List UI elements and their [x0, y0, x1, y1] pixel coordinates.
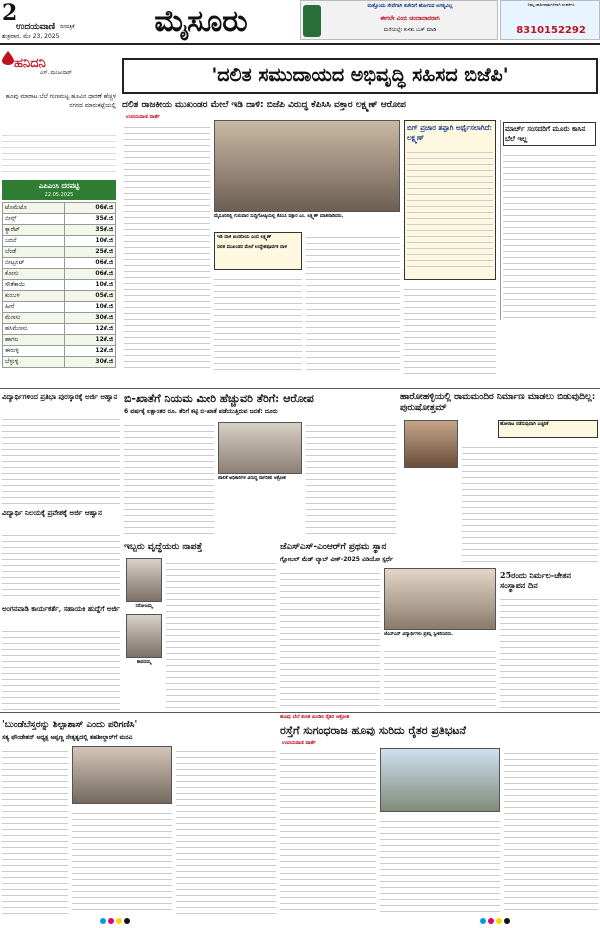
right-story-1-headline: ಬಿಗ್ ಪ್ರಚಾರ ತಪ್ಪಾಗಿ ಅರ್ಥೈಸಲಾಗಿದೆ: ಲಕ್ಷ್ಮಣ್ [407, 123, 493, 142]
rate-value: 10ಕೆ.ಜಿ [65, 302, 116, 313]
bottom-right-body-3 [504, 748, 598, 914]
rate-row [3, 269, 116, 280]
hostel-headline: ವಿದ್ಯಾರ್ಥಿ ನಿಲಯಕ್ಕೆ ಪ್ರವೇಶಕ್ಕೆ ಅರ್ಜಿ ಆಹ್ವಾನ [2, 508, 102, 517]
jss-photo [384, 568, 496, 630]
temple-photo [404, 420, 458, 468]
rate-value: 12ಕೆ.ಜಿ [65, 346, 116, 357]
rate-value: 06ಕೆ.ಜಿ [65, 269, 116, 280]
rate-value: 25ಕೆ.ಜಿ [65, 247, 116, 258]
students-body [2, 414, 120, 504]
rate-row [3, 302, 116, 313]
rate-value: 30ಕೆ.ಜಿ [65, 357, 116, 368]
brand-name: ಉದಯವಾಣಿ [16, 22, 56, 32]
rate-item: ಹೀರೆ [3, 302, 65, 313]
jss-body-2 [384, 646, 496, 708]
rate-value: 05ಕೆ.ಜಿ [65, 291, 116, 302]
bottom-left-body-1 [2, 746, 68, 914]
main-byline: ಉದಯವಾಣಿ ವಾರ್ತೆ [126, 114, 160, 120]
bottom-left-photo [72, 746, 172, 804]
jss-body [280, 568, 380, 708]
rate-row [3, 214, 116, 225]
rate-row [3, 258, 116, 269]
main-headline: 'ದಲಿತ ಸಮುದಾಯದ ಅಭಿವೃದ್ಧಿ ಸಹಿಸದ ಬಿಜೆಪಿ' [122, 58, 598, 94]
rate-item: ಮೆಣಸು [3, 313, 65, 324]
page-number: 2 [2, 0, 18, 26]
ad-phone-number: 8310152292 [516, 25, 586, 36]
ad-banner-1[interactable] [300, 0, 498, 40]
rate-item: ಬೀಟ್ರೂಟ್ [3, 258, 65, 269]
missing-cap-2: ಶಾರದಮ್ಮ [136, 660, 152, 665]
temple-headline: ಹಾರೋಹಳ್ಳಿಯಲ್ಲಿ ರಾಮಮಂದಿರ ನಿರ್ಮಾಣ ಮಾಡಲು ಬಿಡುವುದಿಲ್ಲ: ಪುರುಷೋತ್ತಮ್ [400, 392, 596, 413]
rate-item: ಕುಂಬಳ [3, 291, 65, 302]
rate-row [3, 247, 116, 258]
rate-row [3, 203, 116, 214]
main-body-col2 [214, 274, 302, 374]
jss-headline: ಜೆಎಸ್‌ಎಸ್-ಎಂಆರ್‌ಗೆ ಪ್ರಥಮ ಸ್ಥಾನ [280, 542, 387, 552]
edition-city: ಮೈಸೂರು [154, 4, 248, 39]
rate-item: ಕೋಸು [3, 269, 65, 280]
ad-banner-2[interactable] [500, 0, 600, 40]
bottom-left-body-2 [72, 808, 172, 914]
rate-value: 10ಕೆ.ಜಿ [65, 280, 116, 291]
rate-item: ಹಸಿಮೆಣಸು [3, 324, 65, 335]
right-story-2-body [503, 150, 596, 320]
side-box-item-1: ಇಡಿ ದಾಳಿ ಖಂಡನೀಯ ಎಂದ ಲಕ್ಷ್ಮಣ್ [217, 235, 272, 240]
bkhata-subhead: 6 ವರ್ಷಕ್ಕೆ ಲಕ್ಷಾಂತರ ರೂ. ತೆರಿಗೆ ಕಟ್ಟಿ ಬಿ-ಖಾತೆ ಪಡೆಯುತ್ತಿರುವ ಜನತೆ: ದೂರು [124, 408, 278, 415]
missing-photo-1 [126, 558, 162, 602]
main-side-box [214, 232, 302, 270]
rate-row [3, 346, 116, 357]
header-rule [0, 43, 600, 45]
main-body-col1 [124, 122, 210, 372]
rate-item: ಬೀನ್ಸ್ [3, 214, 65, 225]
right-story-1-body [407, 147, 493, 267]
rate-row [3, 225, 116, 236]
anganwadi-headline: ಅಂಗನವಾಡಿ ಕಾರ್ಯಕರ್ತೆ, ಸಹಾಯಕಿ ಹುದ್ದೆಗೆ ಅರ್ಜಿ [2, 604, 120, 613]
rates-title: ಎಪಿಎಂಸಿ ದರಪಟ್ಟಿ [2, 180, 116, 200]
rates-date: 22.05.2025 [44, 192, 74, 198]
rate-value: 30ಕೆ.ಜಿ [65, 313, 116, 324]
bottom-left-headline: 'ಬುಂಡೆಬೆಸ್ತರನ್ನು ಶಿಲ್ಪಾಶಾಸ್ ಎಂದು ಪರಿಗಣಿಸಿ' [2, 720, 138, 730]
column-text-block [2, 130, 116, 174]
print-registration-dots-2 [480, 918, 510, 924]
main-body-col3 [306, 232, 400, 374]
rate-row [3, 357, 116, 368]
rate-row [3, 313, 116, 324]
main-photo-caption: ಮೈಸೂರಿನಲ್ಲಿ ಗುರುವಾರ ಸುದ್ದಿಗೋಷ್ಠಿಯಲ್ಲಿ ಕೆಪಿಸಿಸಿ ವಕ್ತಾರ ಎಂ. ಲಕ್ಷ್ಮಣ್ ಮಾತನಾಡಿದರು. [214, 214, 344, 219]
temple-box-text: ಹೋರಾಟ ನಡೆಸುವುದಾಗಿ ಎಚ್ಚರಿಕೆ [500, 422, 549, 427]
issue-date: ಶುಕ್ರವಾರ, ಮೇ 23, 2025 [2, 33, 60, 40]
rate-row [3, 236, 116, 247]
rate-row [3, 280, 116, 291]
rate-item: ಕ್ಯಾರೆಟ್ [3, 225, 65, 236]
bkhata-photo [218, 422, 302, 474]
column-byline: ಎಸ್. ಮಂಜುನಾಥ್ [40, 70, 72, 76]
bottom-right-body-1 [280, 748, 376, 914]
rate-value: 10ಕೆ.ಜಿ [65, 236, 116, 247]
bottom-left-body-3 [176, 746, 276, 914]
right-story-2-headline: ಮಾರ್ಚ್ ಸಂಸದರಿಗೆ ಮೂರು ಕಾಸಿನ ಬೆಲೆ ಇಲ್ಲ [503, 122, 596, 146]
print-registration-dots [100, 918, 130, 924]
temple-box [498, 420, 598, 438]
rate-item: ಬೆಂಡೆ [3, 247, 65, 258]
cleanliness-headline: 25ರಂದು ನಿರ್ಮಲ-ಚೇತನ ಸಂಸ್ಥಾಪನ ದಿನ [500, 570, 571, 590]
phone-icon [303, 5, 321, 37]
bkhata-caption: ಪಾಲಿಕೆ ಅಧಿಕಾರಿಗಳ ವಿರುದ್ಧ ನಾಗರಿಕರ ಆಕ್ರೋಶ [218, 476, 286, 481]
rates-table [2, 202, 116, 368]
drop-icon [2, 50, 14, 64]
hostel-body [2, 530, 120, 600]
bkhata-headline: ಬಿ-ಖಾತೆಗೆ ನಿಯಮ ಮೀರಿ ಹೆಚ್ಚುವರಿ ತೆರಿಗೆ: ಆರೋಪ [124, 392, 314, 405]
right-story-1-cont [404, 284, 496, 374]
right-story-2 [500, 120, 598, 320]
students-headline: ವಿದ್ಯಾರ್ಥಿಗಳಿಂದ ಪ್ರತಿಭಾ ಪುರಸ್ಕಾರಕ್ಕೆ ಅರ್ಜಿ ಆಹ್ವಾನ [2, 392, 118, 401]
bottom-left-subhead: ಸತ್ಯ ಫೌಂಡೇಶನ್ ಅಧ್ಯಕ್ಷ ಅಪ್ಪಣ್ಣ ನೇತೃತ್ವದಲ್ಲಿ ತಹಶೀಲ್ದಾರ್‌ಗೆ ಮನವಿ [2, 734, 133, 741]
missing-cap-1: ಸರೋಜಮ್ಮ [135, 604, 153, 609]
rate-row [3, 291, 116, 302]
rate-item: ಹಾಗಲ [3, 335, 65, 346]
bottom-right-byline: ಉದಯವಾಣಿ ವಾರ್ತೆ [282, 740, 316, 746]
rate-row [3, 324, 116, 335]
rate-item: ಈರುಳ್ಳಿ [3, 346, 65, 357]
main-subhead: ದಲಿತ ರಾಜಕೀಯ ಮುಖಂಡರ ಮೇಲೆ ಇಡಿ ದಾಳಿ: ಬಿಜೆಪಿ ವಿರುದ್ಧ ಕೆಪಿಸಿಸಿ ವಕ್ತಾರ ಲಕ್ಷ್ಮಣ್ ಆರೋಪ [122, 100, 406, 110]
rate-value: 35ಕೆ.ಜಿ [65, 225, 116, 236]
brand-sub: ದಿನಪತ್ರಿಕೆ [60, 24, 75, 30]
divider-bottom [0, 712, 600, 713]
side-box-item-2: ದಲಿತ ಮುಖಂಡರ ಮೇಲೆ ಉದ್ದೇಶಪೂರ್ವಕ ದಾಳಿ [217, 245, 287, 250]
rate-value: 12ಕೆ.ಜಿ [65, 335, 116, 346]
missing-photo-2 [126, 614, 162, 658]
rate-item: ಬದನೆ [3, 236, 65, 247]
rate-row [3, 335, 116, 346]
rate-item: ಸೌತೆಕಾಯಿ [3, 280, 65, 291]
bottom-kicker: ಹೂವು ಬೆಲೆ ಕುಸಿತ ಖಂಡಿಸಿ ರೈತರ ಆಕ್ರೋಶ [280, 714, 350, 720]
column-title: ಹನಿದನಿ [14, 56, 46, 71]
rate-value: 06ಕೆ.ಜಿ [65, 203, 116, 214]
ad-contact-text: ನಿಮ್ಮ ಜಾಹೀರಾತುಗಳಿಗಾಗಿ ಸಂಪರ್ಕಿಸಿ [527, 2, 575, 7]
rate-value: 06ಕೆ.ಜಿ [65, 258, 116, 269]
rate-value: 12ಕೆ.ಜಿ [65, 324, 116, 335]
ad-line-3: ಮನೆಯಲ್ಲೇ ಕುಳಿತು ಬುಕ್ ಮಾಡಿ [383, 27, 437, 33]
ad-line-1: ಮತ್ತೊಂದು ಸೇವೆಗಾಗಿ ಕಚೇರಿಗೆ ಹೋಗುವ ಅಗತ್ಯವಿಲ್ಲ [367, 3, 453, 9]
jss-caption: ಜೆಎಸ್‌ಎಸ್ ವಿದ್ಯಾರ್ಥಿಗಳು ಪ್ರಶಸ್ತಿ ಸ್ವೀಕರಿಸಿದರು. [384, 632, 453, 637]
bottom-right-photo [380, 748, 500, 812]
rate-value: 35ಕೆ.ಜಿ [65, 214, 116, 225]
rate-item: ಟೊಮೆಟೊ [3, 203, 65, 214]
bkhata-body-col1 [124, 420, 214, 538]
divider [0, 388, 600, 389]
main-photo [214, 120, 400, 212]
missing-body [166, 558, 276, 708]
bkhata-body-col2 [306, 420, 396, 538]
jss-subhead: ಗ್ಲೋಬಲ್ ಮೆಡ್ ಲ್ಯಾಬ್ ವೀಕ್-2025 ವಿಡಿಯೋ ಸ್ಪರ್ಧೆ [280, 556, 394, 563]
column-body: ಹೂವು ಮಾರಾಟ ಬೆಲೆ ಗುಣಮಟ್ಟ ಹೂವಿನ ಧಾರಣೆ ಹೆಚ್ಚಳ ನಗರದ ಮಾರುಕಟ್ಟೆಯಲ್ಲಿ [5, 93, 116, 109]
missing-headline: ಇಬ್ಬರು ವೃದ್ಧೆಯರು ನಾಪತ್ತೆ [124, 542, 203, 552]
bottom-right-headline: ರಸ್ತೆಗೆ ಸುಗಂಧರಾಜ ಹೂವು ಸುರಿದು ರೈತರ ಪ್ರತಿಭಟನೆ [280, 724, 466, 737]
ad-line-2: ಈಗಲೇ ವಿಂಬಿ ಚಂದಾದಾರರಾಗಿ [380, 15, 440, 22]
right-story-1 [404, 120, 496, 280]
bottom-right-body-2 [380, 816, 500, 914]
anganwadi-body [2, 626, 120, 710]
cleanliness-body [500, 594, 598, 708]
rate-item: ಬೆಳ್ಳುಳ್ಳಿ [3, 357, 65, 368]
